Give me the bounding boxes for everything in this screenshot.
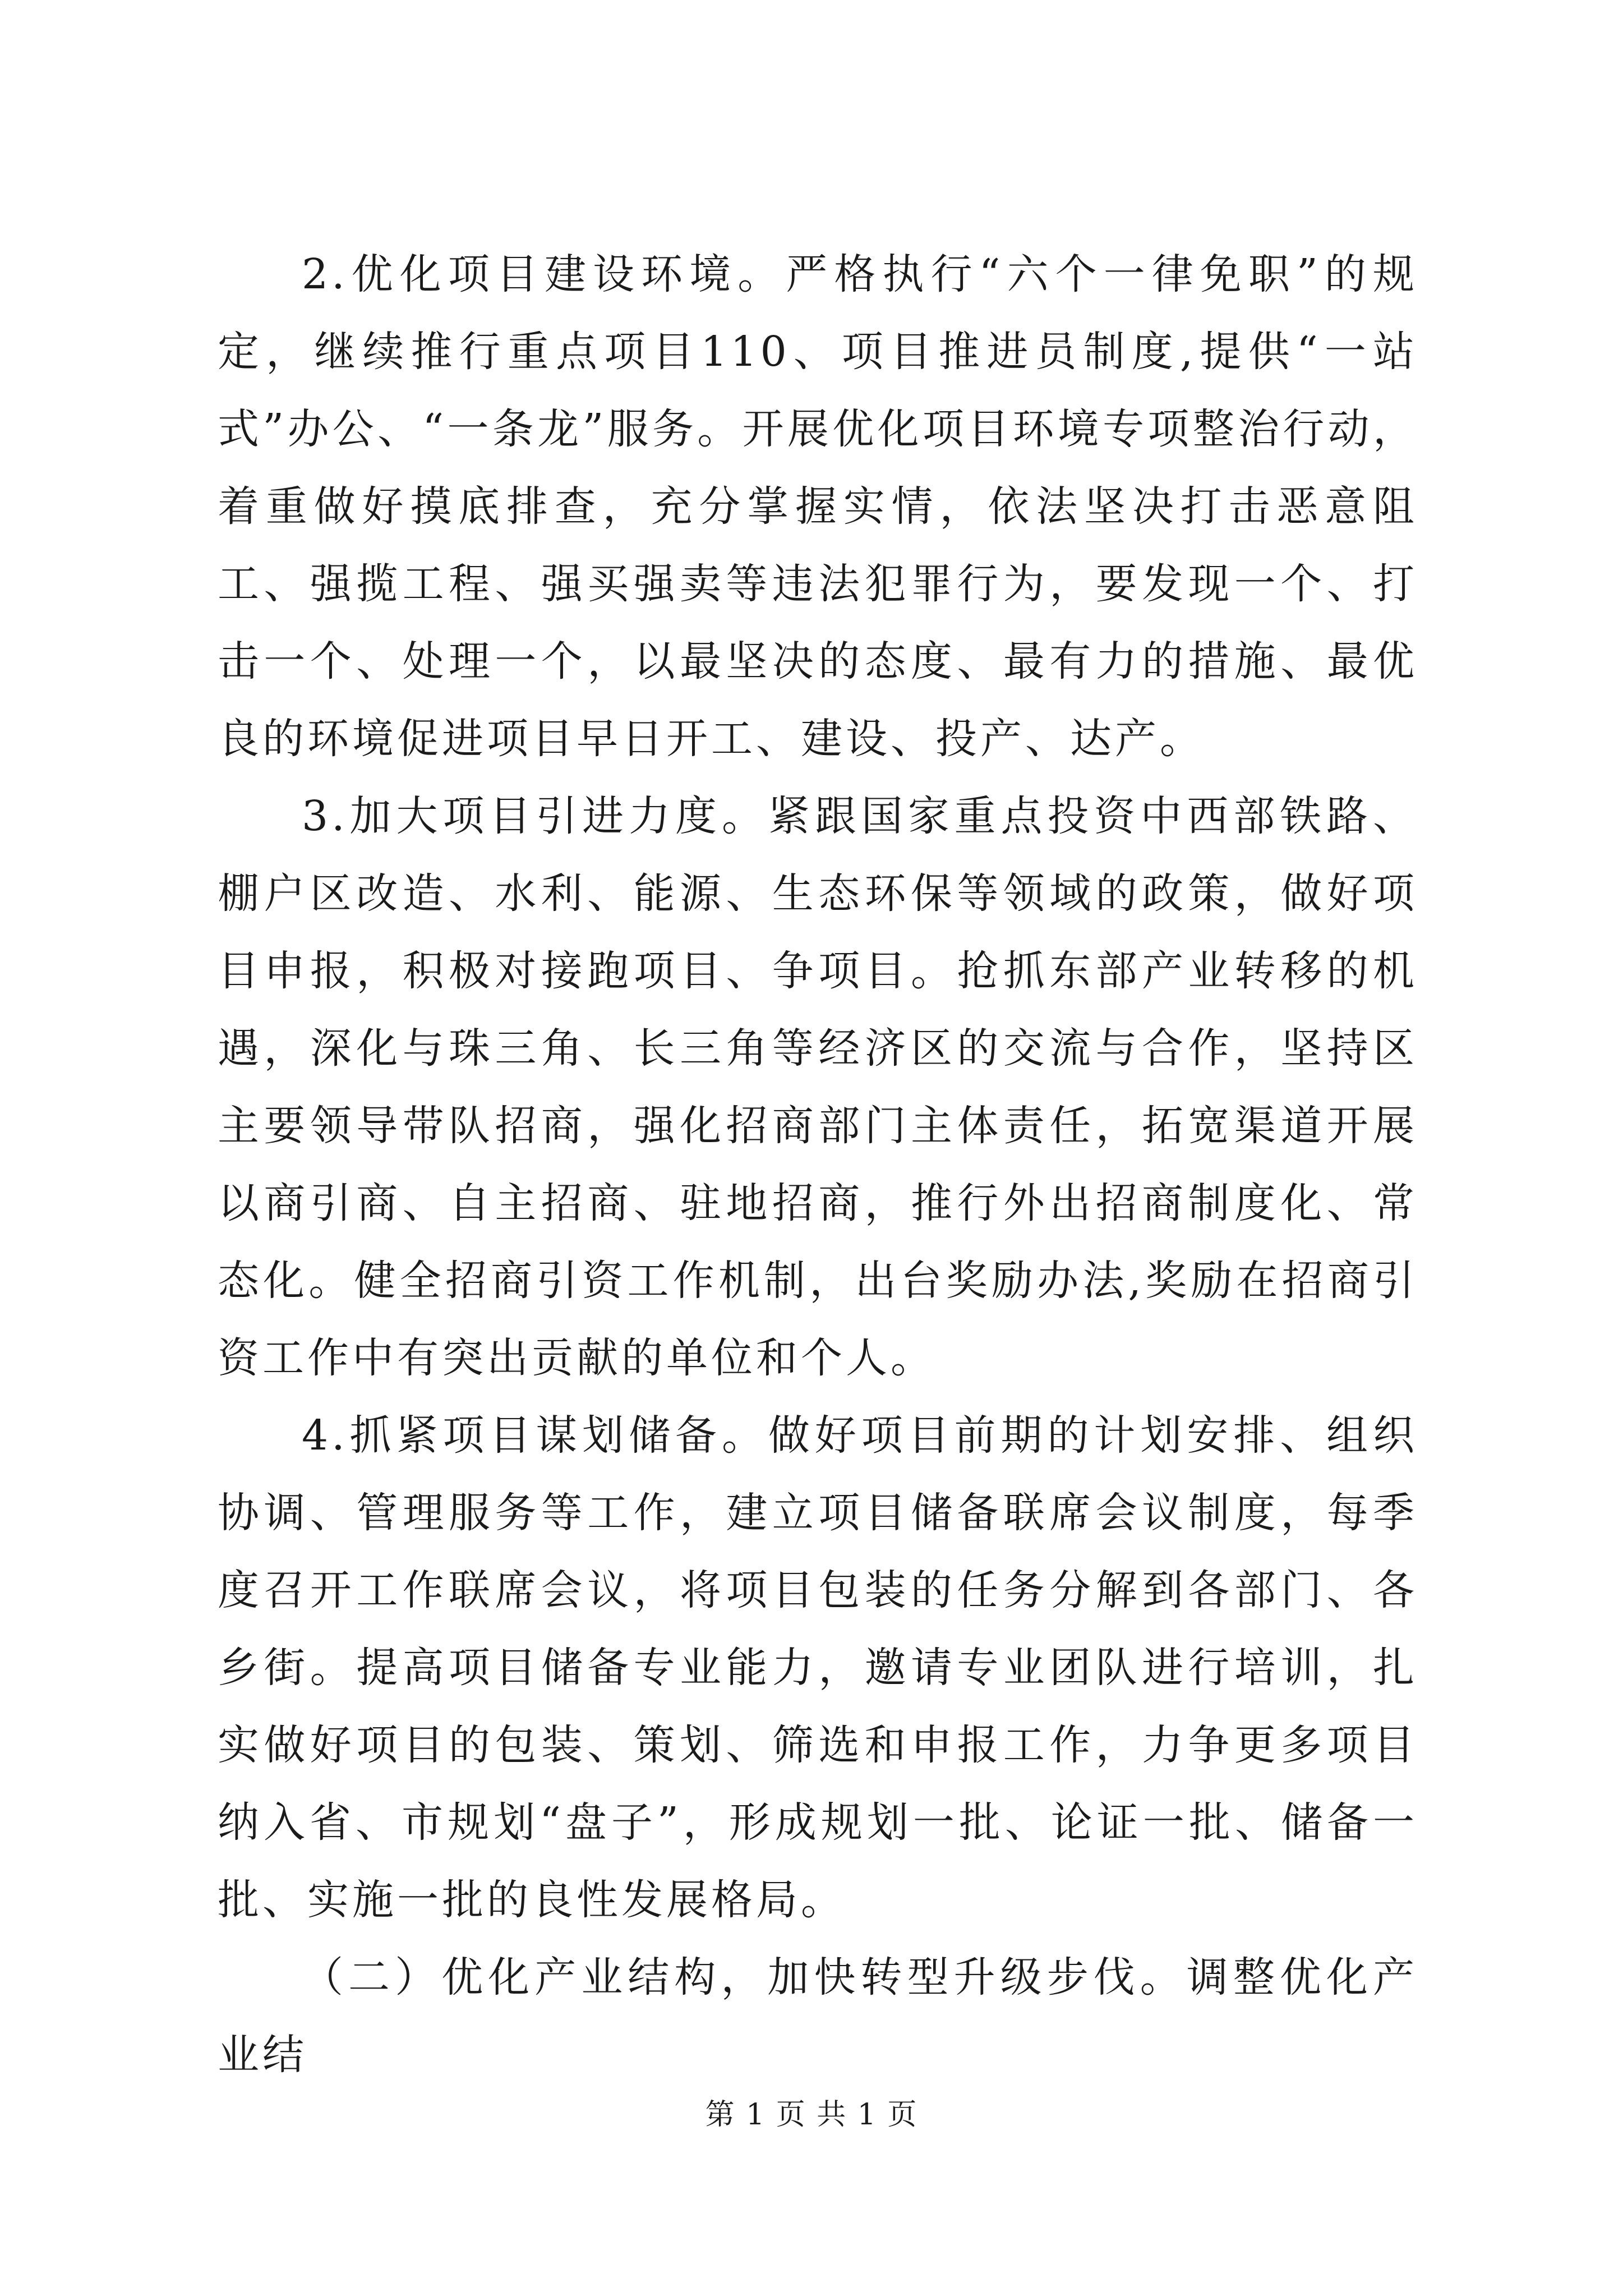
page-number-footer: 第 1 页 共 1 页: [705, 2098, 918, 2132]
paragraph-item-4: 4.抓紧项目谋划储备。做好项目前期的计划安排、组织协调、管理服务等工作，建立项目储备联席会议制度，每季度召开工作联席会议，将项目包装的任务分解到各部门、各乡街。提高项目储备专业能力，邀请专业团队进行培训，扎实做好项目的包装、策划、筛选和申报工作，力争更多项目纳入省、市规划“盘子”，形成规划一批、论证一批、储备一批、实施一批的良性发展格局。: [218, 1411, 1418, 1924]
section-heading-2: （二）优化产业结构，加快转型升级步伐。调整优化产业结: [218, 1953, 1418, 2079]
document-body: [218, 236, 1418, 2093]
paragraph-item-2: 2.优化项目建设环境。严格执行“六个一律免职”的规定，继续推行重点项目110、项目推进员制度,提供“一站式”办公、“一条龙”服务。开展优化项目环境专项整治行动，着重做好摸底排查，充分掌握实情，依法坚决打击恶意阻工、强揽工程、强买强卖等违法犯罪行为，要发现一个、打击一个、处理一个，以最坚决的态度、最有力的措施、最优良的环境促进项目早日开工、建设、投产、达产。: [218, 250, 1418, 763]
paragraph-item-3: 3.加大项目引进力度。紧跟国家重点投资中西部铁路、棚户区改造、水利、能源、生态环保等领域的政策，做好项目申报，积极对接跑项目、争项目。抢抓东部产业转移的机遇，深化与珠三角、长三角等经济区的交流与合作，坚持区主要领导带队招商，强化招商部门主体责任，拓宽渠道开展以商引商、自主招商、驻地招商，推行外出招商制度化、常态化。健全招商引资工作机制，出台奖励办法,奖励在招商引资工作中有突出贡献的单位和个人。: [218, 792, 1418, 1382]
